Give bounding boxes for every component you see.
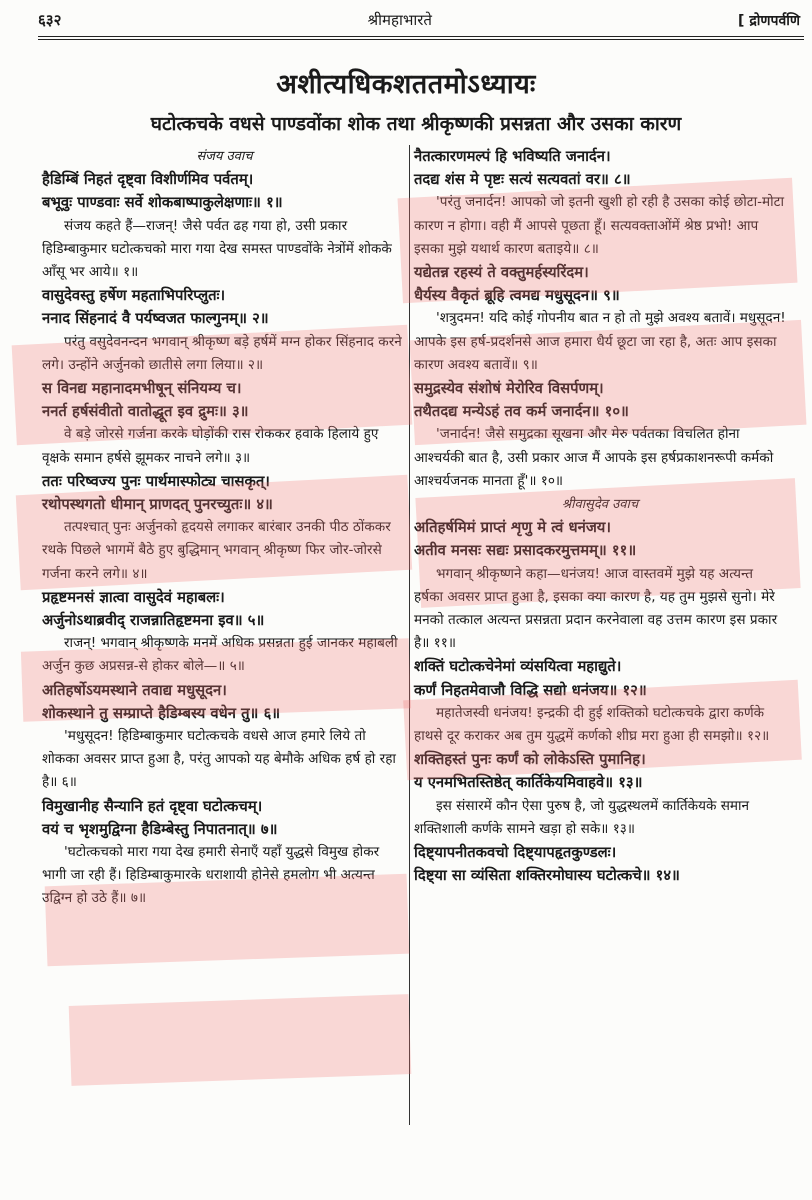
verse-line: विमुखानीह सैन्यानि हतं दृष्ट्वा घटोत्कचम्। <box>42 797 263 815</box>
verse-line: शक्तिं घटोत्कचेनेमां व्यंसयित्वा महाद्युते। <box>414 658 622 676</box>
verse-line: वासुदेवस्तु हर्षेण महताभिपरिप्लुतः। <box>42 287 226 305</box>
verse-line: अतीव मनसः सद्यः प्रसादकरमुत्तमम्॥ ११॥ <box>414 542 637 560</box>
verse-line: धैर्यस्य वैकृतं ब्रूहि त्वमद्य मधुसूदन॥ ९॥ <box>414 287 620 305</box>
verse-line: स विनद्य महानादमभीषून् संनियम्य च। <box>42 380 242 398</box>
page-header <box>38 6 800 34</box>
chapter-title: अशीत्यधिकशततमोऽध्यायः <box>276 69 536 100</box>
verse-line: नैतत्कारणमल्पं हि भविष्यति जनार्दन। <box>414 148 611 165</box>
verse-line: यद्येतन्न रहस्यं ते वक्तुमर्हस्यरिंदम। <box>414 264 589 282</box>
translation-paragraph: 'परंतु जनार्दन! आपको जो इतनी खुशी हो रही है उसका कोई छोटा-मोटा कारण न होगा। वही मैं आपसे पूछता हूँ। सत्यवक्ताओंमें श्रेष्ठ प्रभो! आप इसका मुझे यथार्थ कारण बताइये॥ ८॥ <box>414 194 785 257</box>
verse-line: दिष्ट्या सा व्यंसिता शक्तिरमोघास्य घटोत्कचे॥ १४॥ <box>414 867 680 885</box>
verse-line: रथोपस्थगतो धीमान् प्राणदत् पुनरच्युतः॥ ४॥ <box>42 496 273 514</box>
translation-paragraph: 'मधुसूदन! हिडिम्बाकुमार घटोत्कचके वधसे आज हमारे लिये तो शोकका अवसर प्राप्त हुआ है, परंतु आपको यह बेमौके अधिक हर्ष हो रहा है॥ ६॥ <box>42 728 396 791</box>
header-rule <box>38 36 804 37</box>
translation-paragraph: संजय कहते हैं—राजन्! जैसे पर्वत ढह गया हो, उसी प्रकार हिडिम्बाकुमार घटोत्कचको मारा गया देख समस्त पाण्डवोंके नेत्रोंमें शोकके आँसू भर आये॥ १॥ <box>42 217 392 280</box>
translation-paragraph: राजन्! भगवान् श्रीकृष्णके मनमें अधिक प्रसन्नता हुई जानकर महाबली अर्जुन कुछ अप्रसन्न-से होकर बोले—॥ ५॥ <box>42 635 398 675</box>
running-title: श्रीमहाभारते <box>367 11 432 29</box>
verse-line: शोकस्थाने तु सम्प्राप्ते हैडिम्बस्य वधेन तु॥ ६॥ <box>42 704 281 722</box>
translation-paragraph: 'घटोत्कचको मारा गया देख हमारी सेनाएँ यहाँ युद्धसे विमुख होकर भागी जा रही हैं। हिडिम्बाकुमारके धराशायी होनेसे हमलोग भी अत्यन्त उद्विग्न हो उठे हैं॥ ७॥ <box>42 844 380 907</box>
translation-paragraph: 'शत्रुदमन! यदि कोई गोपनीय बात न हो तो मुझे अवश्य बतावें। मधुसूदन! आपके इस हर्ष-प्रदर्शनसे आज हमारा धैर्य छूटा जा रहा है, अतः आप इसका कारण अवश्य बतावें॥ ९॥ <box>414 310 786 373</box>
translation-paragraph: परंतु वसुदेवनन्दन भगवान् श्रीकृष्ण बड़े हर्षमें मग्न होकर सिंहनाद करने लगे। उन्होंने अर्जुनको छातीसे लगा लिया॥ २॥ <box>42 333 402 373</box>
speaker-label: श्रीवासुदेव उवाच <box>561 497 639 513</box>
column-divider <box>409 145 410 1125</box>
translation-paragraph: इस संसारमें कौन ऐसा पुरुष है, जो युद्धस्थलमें कार्तिकेयके समान शक्तिशाली कर्णके सामने खड़ा हो सके॥ १३॥ <box>414 797 750 837</box>
verse-line: अर्जुनोऽथाब्रवीद् राजन्नातिहृष्टमना इव॥ ५॥ <box>42 612 265 630</box>
speaker-label: संजय उवाच <box>196 149 253 164</box>
verse-line: समुद्रस्येव संशोषं मेरोरिव विसर्पणम्। <box>414 380 604 398</box>
verse-line: शक्तिहस्तं पुनः कर्णं को लोकेऽस्ति पुमानिह। <box>414 751 646 769</box>
verse-line: ननर्त हर्षसंवीतो वातोद्धूत इव द्रुमः॥ ३॥ <box>42 403 249 421</box>
verse-line: हैडिम्बिं निहतं दृष्ट्वा विशीर्णमिव पर्वतम्। <box>42 171 254 189</box>
verse-line: तथैतदद्य मन्येऽहं तव कर्म जनार्दन॥ १०॥ <box>414 403 629 421</box>
verse-line: तदद्य शंस मे पृष्टः सत्यं सत्यवतां वर॥ ८॥ <box>414 171 631 189</box>
verse-line: य एनमभितस्तिष्ठेत् कार्तिकेयमिवाहवे॥ १३॥ <box>414 774 643 792</box>
verse-line: वयं च भृशमुद्विग्ना हैडिम्बेस्तु निपातनात्॥ ७॥ <box>42 820 278 838</box>
book-name: [ द्रोणपर्वणि <box>738 12 800 29</box>
verse-line: बभूवुः पाण्डवाः सर्वे शोकबाष्पाकुलेक्षणाः॥ १॥ <box>42 194 283 212</box>
right-column <box>414 145 786 887</box>
verse-line: प्रहृष्टमनसं ज्ञात्वा वासुदेवं महाबलः। <box>42 588 225 606</box>
verse-line: कर्णं निहतमेवाजौ विद्धि सद्यो धनंजय॥ १२॥ <box>414 681 647 699</box>
header-rule-thin <box>38 39 804 40</box>
verse-line: अतिहर्षमिमं प्राप्तं शृणु मे त्वं धनंजय। <box>414 519 611 537</box>
translation-paragraph: 'जनार्दन! जैसे समुद्रका सूखना और मेरु पर्वतका विचलित होना आश्चर्यकी बात है, उसी प्रकार आज मैं आपके इस हर्षप्रकाशनरूपी कर्मको आश्चर्यजनक मानता हूँ'॥ १०॥ <box>414 426 774 489</box>
verse-line: अतिहर्षोऽयमस्थाने तवाद्य मधुसूदन। <box>42 681 227 699</box>
verse-line: ततः परिष्वज्य पुनः पार्थमास्फोट्य चासकृत्। <box>42 472 270 490</box>
translation-paragraph: महातेजस्वी धनंजय! इन्द्रकी दी हुई शक्तिको घटोत्कचके द्वारा कर्णके हाथसे दूर कराकर अब तुम युद्धमें कर्णको शीघ्र मरा हुआ ही समझो॥ १२॥ <box>414 704 770 745</box>
left-column <box>42 145 407 911</box>
highlight-mark <box>69 994 412 1086</box>
translation-paragraph: तत्पश्चात् पुनः अर्जुनको हृदयसे लगाकर बारंबार उनकी पीठ ठोंककर रथके पिछले भागमें बैठे हुए बुद्धिमान् भगवान् श्रीकृष्ण फिर जोर-जोरसे गर्जना करने लगे॥ ४॥ <box>42 519 391 582</box>
translation-paragraph: भगवान् श्रीकृष्णने कहा—धनंजय! आज वास्तवमें मुझे यह अत्यन्त हर्षका अवसर प्राप्त हुआ है, इसका क्या कारण है, यह तुम मुझसे सुनो। मेरे मनको तत्काल अत्यन्त प्रसन्नता प्रदान करनेवाला वह उत्तम कारण इस प्रकार है॥ ११॥ <box>414 565 778 652</box>
chapter-subtitle: घटोत्कचके वधसे पाण्डवोंका शोक तथा श्रीकृष्णकी प्रसन्नता और उसका कारण <box>150 113 682 135</box>
verse-line: दिष्ट्यापनीतकवचो दिष्ट्यापहृतकुण्डलः। <box>414 844 617 862</box>
page-number: ६३२ <box>38 11 62 29</box>
translation-paragraph: वे बड़े जोरसे गर्जना करके घोड़ोंकी रास रोककर हवाके हिलाये हुए वृक्षके समान हर्षसे झूमकर नाचने लगे॥ ३॥ <box>42 426 379 466</box>
verse-line: ननाद सिंहनादं वै पर्यष्वजत फाल्गुनम्॥ २॥ <box>42 310 269 328</box>
